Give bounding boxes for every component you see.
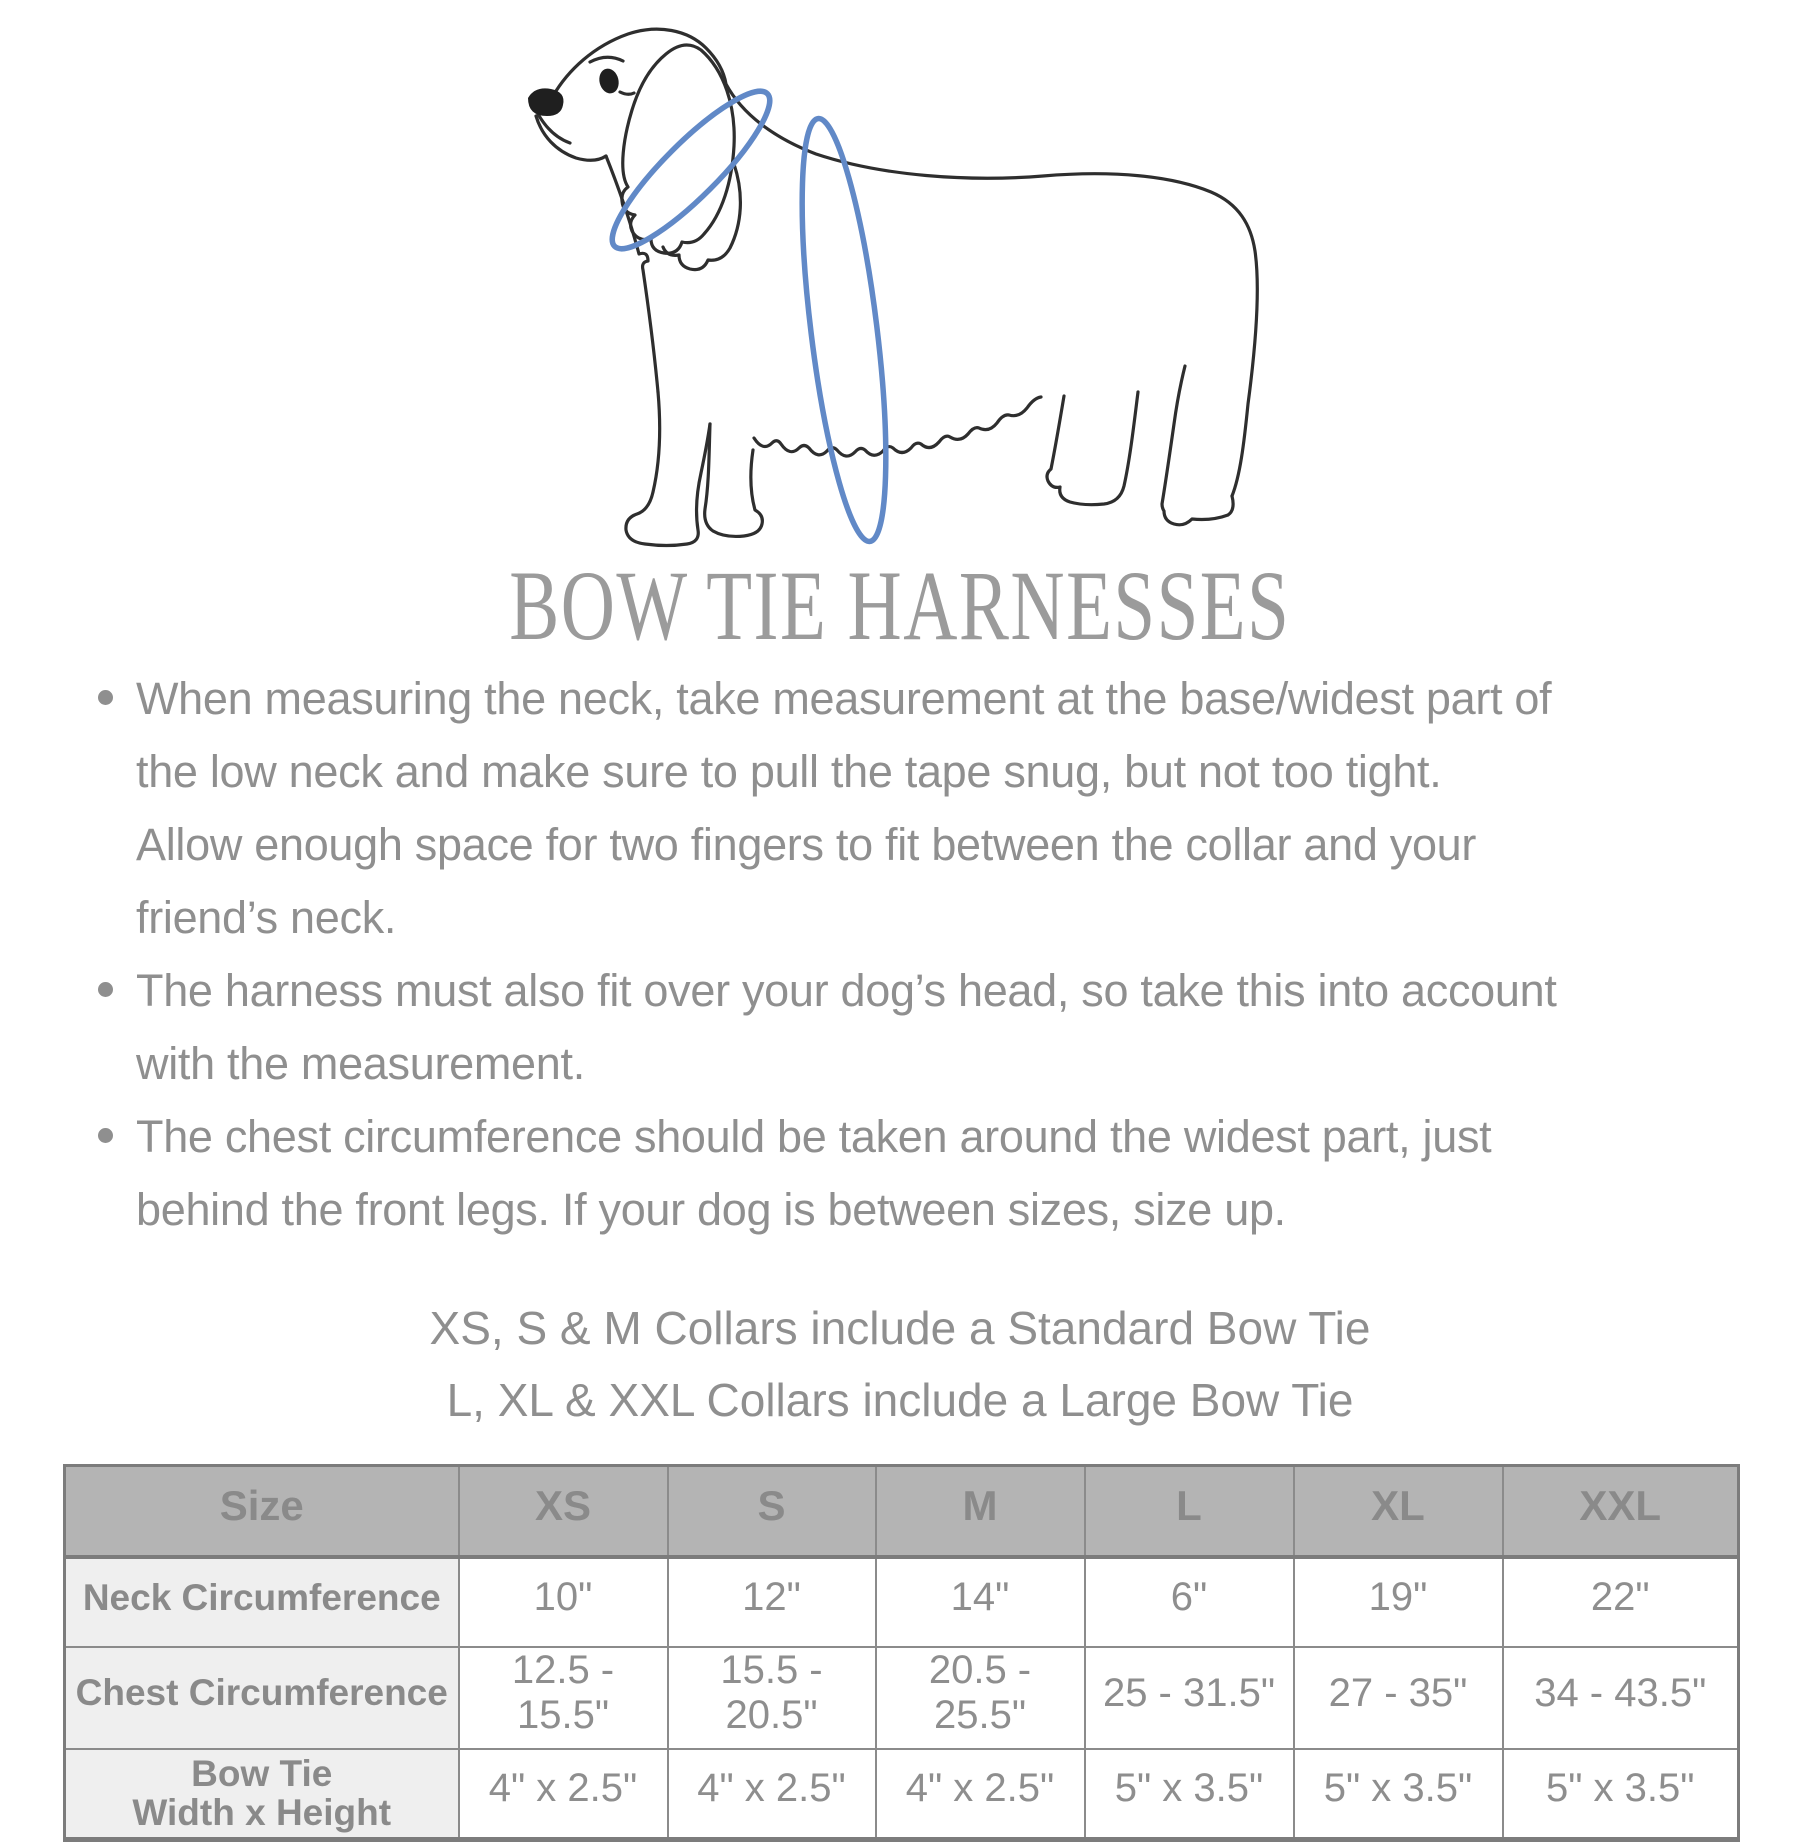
dog-outline (536, 29, 1257, 545)
column-header-s: S (668, 1466, 876, 1558)
instruction-line: The chest circumference should be taken around the widest part, just (136, 1111, 1492, 1162)
row-label-chest: Chest Circumference (65, 1647, 459, 1749)
size-chart-table (63, 1464, 1740, 1842)
neck-value-s: 12" (668, 1557, 876, 1647)
note-line: XS, S & M Collars include a Standard Bow Tie (429, 1302, 1371, 1354)
neck-value-xl: 19" (1294, 1557, 1503, 1647)
chest-value-xxl: 34 - 43.5" (1503, 1647, 1739, 1749)
table-row-chest (65, 1647, 1739, 1749)
column-header-xxl: XXL (1503, 1466, 1739, 1558)
size-chart-header-row (65, 1466, 1739, 1558)
instruction-item (98, 662, 1760, 954)
instruction-line: the low neck and make sure to pull the tape snug, but not too tight. (136, 746, 1442, 797)
neck-value-xxl: 22" (1503, 1557, 1739, 1647)
row-label-neck: Neck Circumference (65, 1557, 459, 1647)
chest-value-l: 25 - 31.5" (1085, 1647, 1294, 1749)
bowtie-value-l: 5" x 3.5" (1085, 1749, 1294, 1840)
table-row-bowtie (65, 1749, 1739, 1840)
neck-value-m: 14" (876, 1557, 1085, 1647)
page-title-text: BOW TIE HARNESSES (509, 550, 1291, 661)
neck-value-l: 6" (1085, 1557, 1294, 1647)
instruction-line: Allow enough space for two fingers to fit between the collar and your (136, 819, 1477, 870)
bow-tie-inclusion-notes (0, 1292, 1800, 1436)
column-header-m: M (876, 1466, 1085, 1558)
chest-value-xl: 27 - 35" (1294, 1647, 1503, 1749)
dog-eye (597, 67, 621, 96)
instruction-line: The harness must also fit over your dog’s head, so take this into account (136, 965, 1557, 1016)
column-header-xl: XL (1294, 1466, 1503, 1558)
dog-illustration (0, 24, 1800, 564)
row-label-bowtie-line2: Width x Height (132, 1791, 392, 1833)
bowtie-value-xl: 5" x 3.5" (1294, 1749, 1503, 1840)
chest-value-m: 20.5 - 25.5" (876, 1647, 1085, 1749)
row-label-bowtie-line1: Bow Tie (191, 1752, 333, 1794)
bowtie-value-s: 4" x 2.5" (668, 1749, 876, 1840)
measuring-instructions-list (98, 662, 1760, 1246)
instruction-item (98, 1100, 1760, 1246)
page (0, 24, 1800, 1833)
bowtie-value-xxl: 5" x 3.5" (1503, 1749, 1739, 1840)
row-label-bowtie (65, 1749, 459, 1840)
chest-value-xs: 12.5 - 15.5" (459, 1647, 668, 1749)
spaniel-outline-drawing (498, 24, 1318, 564)
column-header-l: L (1085, 1466, 1294, 1558)
note-line: L, XL & XXL Collars include a Large Bow Tie (446, 1374, 1354, 1426)
neck-value-xs: 10" (459, 1557, 668, 1647)
instruction-line: friend’s neck. (136, 892, 397, 943)
bowtie-value-m: 4" x 2.5" (876, 1749, 1085, 1840)
dog-nose (528, 88, 564, 116)
chest-measurement-loop (785, 115, 902, 546)
chest-value-s: 15.5 - 20.5" (668, 1647, 876, 1749)
instruction-line: behind the front legs. If your dog is between sizes, size up. (136, 1184, 1286, 1235)
page-title (0, 550, 1800, 661)
column-header-size: Size (65, 1466, 459, 1558)
column-header-xs: XS (459, 1466, 668, 1558)
bowtie-value-xs: 4" x 2.5" (459, 1749, 668, 1840)
instruction-line: with the measurement. (136, 1038, 585, 1089)
instruction-item (98, 954, 1760, 1100)
table-row-neck (65, 1557, 1739, 1647)
instruction-line: When measuring the neck, take measurement at the base/widest part of (136, 673, 1552, 724)
